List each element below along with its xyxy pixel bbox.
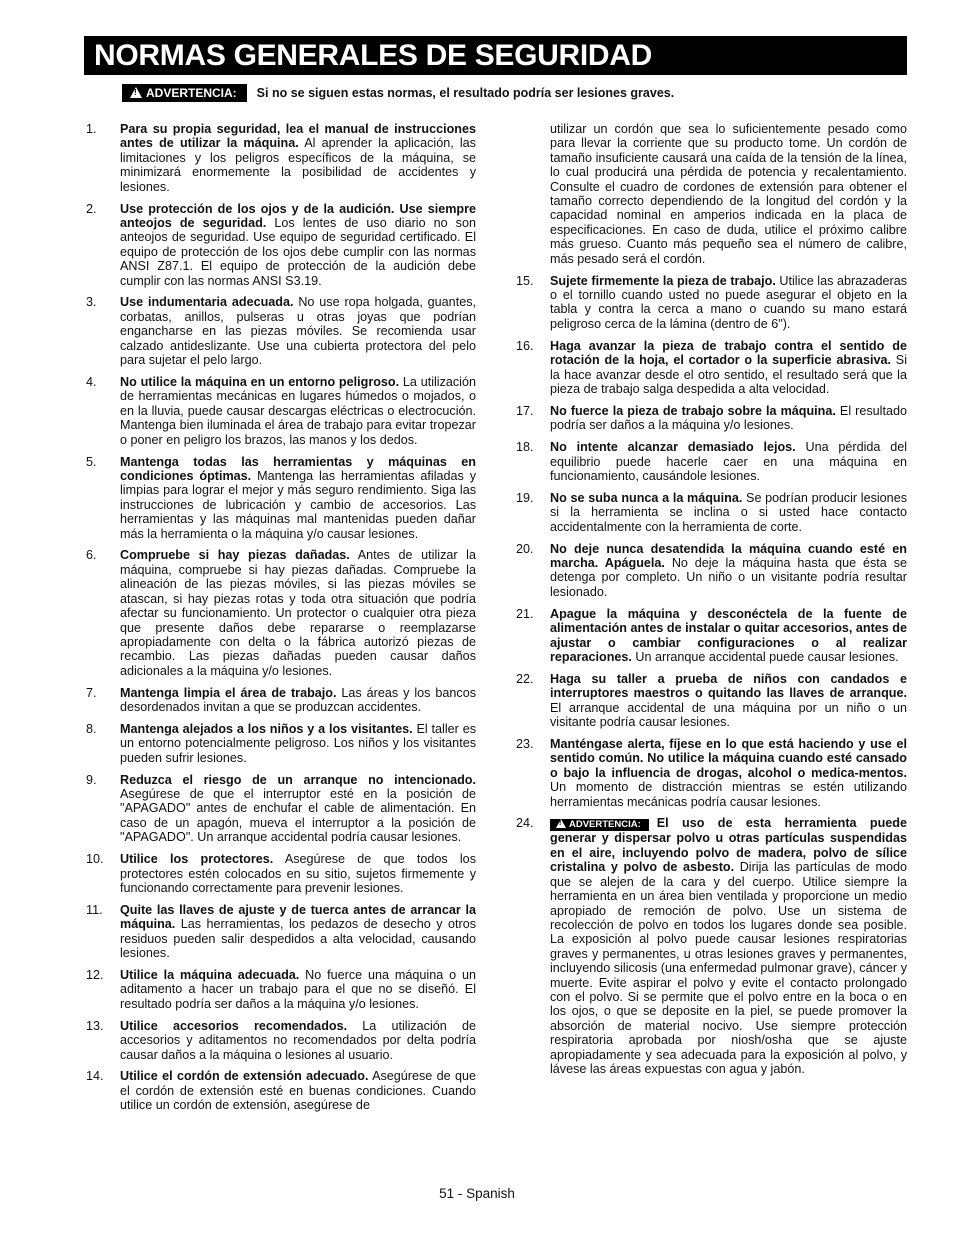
item-text	[550, 491, 907, 534]
list-item	[86, 968, 476, 1011]
item-text	[120, 903, 476, 961]
item-lead: No utilice la máquina en un entorno peligroso.	[120, 375, 400, 389]
item-number: 21.	[516, 606, 534, 621]
item-body: Una pérdida del equilibrio puede hacerle caer en una máquina en funcionamiento, causándole lesiones.	[550, 440, 907, 483]
left-column	[86, 122, 476, 1120]
warning-badge-label: ADVERTENCIA:	[569, 819, 641, 831]
item-body: Asegúrese de que el cordón de extensión esté en buenas condiciones. Cuando utilice un cordón de extensión, asegúrese de	[120, 1069, 476, 1113]
list-item	[516, 816, 907, 1076]
item-number: 17.	[516, 403, 534, 418]
item-text	[120, 455, 476, 541]
item-lead: No fuerce la pieza de trabajo sobre la máquina.	[550, 403, 836, 418]
item-body: Se podrían producir lesiones si la herramienta se inclina o si usted hace contacto accidentalmente con la herramienta de corte.	[550, 490, 907, 534]
item-number: 22.	[516, 671, 534, 686]
warning-badge-label: ADVERTENCIA:	[146, 86, 237, 100]
list-item	[516, 607, 907, 665]
item-text	[120, 122, 476, 194]
item-text	[120, 375, 476, 447]
item-text	[550, 274, 907, 332]
list-item	[86, 548, 476, 678]
item-text	[120, 852, 476, 895]
item-text	[550, 816, 907, 1076]
right-column	[516, 122, 907, 1084]
item-lead: Para su propia seguridad, lea el manual de instrucciones antes de utilizar la máquina.	[120, 122, 476, 151]
item-text	[550, 542, 907, 600]
warning-text: Si no se siguen estas normas, el resultado podría ser lesiones graves.	[256, 86, 675, 100]
item-body: La utilización de accesorios y aditamentos no recomendados por delta podría causar daños a la máquina o lesiones al usuario.	[120, 1018, 476, 1062]
item-text	[550, 339, 907, 397]
item-number: 4.	[86, 375, 97, 389]
item-lead: El uso de esta herramienta puede generar y dispersar polvo u otras partículas suspendidas en el aire, incluyendo polvo de madera, polvo de sílice cristalina y polvo de asbesto.	[550, 816, 907, 875]
item-number: 15.	[516, 273, 534, 288]
item-body: Asegúrese de que el interruptor esté en la posición de "APAGADO" antes de enchufar el cable de alimentación. En caso de un apagón, mueva el interruptor a la posición de "APAGADO". Un arranque accidental podría causar lesiones.	[120, 787, 476, 845]
item-lead: Mantenga todas las herramientas y máquinas en condiciones óptimas.	[120, 454, 476, 483]
item-text	[120, 686, 476, 715]
item-lead: Quite las llaves de ajuste y de tuerca antes de arrancar la máquina.	[120, 902, 476, 932]
item-text	[120, 773, 476, 845]
warning-banner	[122, 84, 902, 104]
item-body: No use ropa holgada, guantes, corbatas, anillos, pulseras u otras joyas que podrían engancharse en las piezas móviles. Se recomienda usar calzado antideslizante. Use una cubierta protectora del pelo para sujetar el pelo largo.	[120, 295, 476, 368]
item-text	[550, 607, 907, 665]
item-lead: No se suba nunca a la máquina.	[550, 490, 743, 505]
item-number: 1.	[86, 122, 97, 136]
item-text	[550, 404, 907, 433]
item-number: 23.	[516, 736, 534, 751]
item-text	[120, 968, 476, 1011]
item-body: No deje la máquina hasta que ésta se detenga por completo. Un niño o un visitante podría resultar lesionado.	[550, 555, 907, 599]
page-title: NORMAS GENERALES DE SEGURIDAD	[84, 36, 907, 75]
list-item	[86, 1019, 476, 1062]
list-item	[86, 375, 476, 447]
item-body: El arranque accidental de una máquina por un niño o un visitante podría causar lesiones.	[550, 700, 907, 730]
item-number: 3.	[86, 295, 97, 310]
item-lead: Compruebe si hay piezas dañadas.	[120, 548, 350, 563]
item-body: El resultado podría ser daños a la máquina y/o lesiones.	[550, 403, 907, 433]
item-lead: Utilice el cordón de extensión adecuado.	[120, 1069, 369, 1084]
list-item	[516, 737, 907, 809]
list-item	[516, 440, 907, 483]
item-number: 18.	[516, 440, 534, 455]
item-body: Las áreas y los bancos desordenados invitan a que se produzcan accidentes.	[120, 685, 477, 715]
page-footer: 51 - Spanish	[439, 1186, 515, 1201]
list-item	[86, 455, 476, 541]
item-lead: Mantenga alejados a los niños y a los visitantes.	[120, 721, 413, 736]
item-number: 11.	[86, 902, 103, 917]
item-body: Mantenga las herramientas afiladas y limpias para lograr el mejor y más seguro rendimiento. Siga las instrucciones de lubricación y cambio de accesorios. Las herramientas y las máquinas mal mantenidas pueden dañar más la herramienta o la máquina y/o causar lesiones.	[120, 468, 476, 541]
item-number: 19.	[516, 490, 534, 505]
item-text	[120, 1019, 476, 1062]
item-body: La utilización de herramientas mecánicas en lugares húmedos o mojados, o en la lluvia, puede causar descargas eléctricas o electrocución. Mantenga bien iluminada el área de trabajo para evitar tropezar o poner en peligro los brazos, las manos y los dedos.	[120, 375, 476, 447]
list-item	[86, 852, 476, 895]
item-lead: No deje nunca desatendida la máquina cuando esté en marcha. Apáguela.	[550, 541, 907, 570]
item-body: Las herramientas, los pedazos de desecho y otros residuos pueden salir despedidos a alta velocidad, causando lesiones.	[120, 917, 476, 961]
list-item	[516, 542, 907, 600]
item-text	[120, 202, 476, 288]
item-number: 12.	[86, 968, 104, 983]
item-text	[120, 1069, 476, 1112]
list-item	[516, 274, 907, 332]
item-lead: Manténgase alerta, fíjese en lo que está haciendo y use el sentido común. No utilice la máquina cuando esté cansado o bajo la influencia de drogas, alcohol o medica-mentos.	[550, 736, 907, 780]
item-lead: Utilice los protectores.	[120, 852, 274, 867]
item-lead: No intente alcanzar demasiado lejos.	[550, 440, 796, 455]
item-number: 5.	[86, 454, 97, 469]
list-item	[86, 1069, 476, 1112]
item-lead: Apague la máquina y desconéctela de la fuente de alimentación antes de instalar o quitar accesorios, antes de ajustar o cambiar configuraciones o al realizar reparaciones.	[550, 606, 907, 664]
list-item	[516, 672, 907, 730]
list-item	[86, 722, 476, 765]
item-body: Un arranque accidental puede causar lesiones.	[631, 649, 899, 664]
item-continuation: utilizar un cordón que sea lo suficientemente pesado como para llevar la corriente que su producto tome. Un cordón de tamaño insuficiente causará una caída de la tensión de la línea, lo cual producirá una pérdida de potencia y recalentamiento. Consulte el cuadro de cordones de extensión para obtener el tamaño correcto dependiendo de la longitud del cordón y la capacidad nominal en amperios indicada en la placa de especificaciones. En caso de duda, utilice el próximo calibre más grueso. Cuanto más pequeño sea el número de calibre, más pesado será el cordón.	[550, 122, 907, 266]
item-lead: Sujete firmemente la pieza de trabajo.	[550, 273, 776, 288]
item-body: Asegúrese de que todos los protectores estén colocados en su sitio, sujetos firmemente y funcionando correctamente para prevenir lesiones.	[120, 852, 476, 895]
item-number: 7.	[86, 685, 97, 700]
item-number: 16.	[516, 338, 534, 353]
item-lead: Haga avanzar la pieza de trabajo contra el sentido de rotación de la hoja, el cortador o la superficie abrasiva.	[550, 338, 907, 368]
item-body: Si la hace avanzar desde el otro sentido, el resultado será que la pieza de trabajo salga despedida a alta velocidad.	[550, 353, 907, 396]
list-item	[516, 404, 907, 433]
item-body: Utilice las abrazaderas o el tornillo cuando usted no puede asegurar el objeto en la tabla y contra la cerca a mano o cuando su mano estará peligroso cerca de la lámina (dentro de 6").	[550, 273, 907, 331]
item-lead: Mantenga limpia el área de trabajo.	[120, 685, 337, 700]
item-number: 24.	[516, 816, 534, 831]
list-item	[86, 773, 476, 845]
item-text	[120, 548, 476, 678]
item-number: 13.	[86, 1018, 104, 1033]
item-number: 9.	[86, 772, 97, 787]
list-item	[86, 202, 476, 288]
item-lead: Use protección de los ojos y de la audición. Use siempre anteojos de seguridad.	[120, 201, 476, 230]
item-body: Dirija las partículas de modo que se alejen de la cara y del cuerpo. Utilice siempre la herramienta en un área bien ventilada y proporcione un medio apropiado de remoción de polvo. Use un sistema de recolección de polvo en todos los lugares donde sea posible. La exposición al polvo puede causar lesiones respiratorias graves y permanentes, u otras lesiones graves y permanentes, incluyendo silicosis (una enfermedad pulmonar grave), cáncer y muerte. Evite aspirar el polvo y evite el contacto prolongado con el polvo. Si se permite que el polvo entre en la boca o en los ojos, o que se deposite en la piel, se puede promover la absorción de material nocivo. Use siempre protección respiratoria aprobada por niosh/osha que se ajuste apropiadamente y sea adecuada para la exposición al polvo, y lávese las áreas expuestas con agua y jabón.	[550, 860, 907, 1076]
item-text	[120, 295, 476, 367]
item-number: 14.	[86, 1069, 104, 1084]
item-number: 8.	[86, 721, 97, 736]
item-body: Al aprender la aplicación, las limitaciones y los peligros específicos de la máquina, se minimizará enormemente la posibilidad de accidentes y lesiones.	[120, 136, 476, 194]
item-lead: Reduzca el riesgo de un arranque no intencionado.	[120, 772, 476, 787]
list-item	[86, 122, 476, 194]
item-lead: Use indumentaria adecuada.	[120, 295, 294, 310]
item-number: 20.	[516, 541, 534, 556]
item-lead: Utilice accesorios recomendados.	[120, 1018, 348, 1033]
list-item	[86, 903, 476, 961]
list-item	[516, 491, 907, 534]
warning-triangle-icon	[556, 819, 566, 828]
item-number: 2.	[86, 201, 97, 216]
warning-triangle-icon	[130, 87, 142, 98]
item-text	[550, 440, 907, 483]
item-body: El taller es un entorno potencialmente peligroso. Los niños y los visitantes pueden sufrir lesiones.	[120, 721, 476, 765]
item-number: 6.	[86, 548, 97, 563]
item-text	[550, 672, 907, 730]
item-lead: Utilice la máquina adecuada.	[120, 968, 300, 983]
item-body: No fuerce una máquina o un aditamento a hacer un trabajo para el que no se diseñó. El resultado podría ser daños a la máquina y/o lesiones.	[120, 968, 476, 1011]
warning-badge	[550, 819, 649, 831]
item-text	[120, 722, 476, 765]
list-item	[86, 686, 476, 715]
item-body: Los lentes de uso diario no son anteojos de seguridad. Use equipo de seguridad certificado. El equipo de protección de los ojos debe cumplir con las normas ANSI Z87.1. El equipo de protección de la audición debe cumplir con las normas ANSI S3.19.	[120, 215, 476, 288]
list-item	[516, 339, 907, 397]
item-text	[550, 737, 907, 809]
warning-badge	[122, 84, 247, 102]
item-body: Un momento de distracción mientras se estén utilizando herramientas mecánicas podría causar lesiones.	[550, 780, 907, 809]
list-item	[86, 295, 476, 367]
item-number: 10.	[86, 852, 104, 867]
item-lead: Haga su taller a prueba de niños con candados e interruptores maestros o quitando las llaves de arranque.	[550, 671, 907, 701]
item-body: Antes de utilizar la máquina, compruebe si hay piezas dañadas. Compruebe la alineación de las piezas móviles, si las piezas móviles se atascan, si hay piezas rotas y toda otra situación que podría afectar su funcionamiento. Un protector o cualquier otra pieza que presente daños debe repararse o reemplazarse apropiadamente con delta o la fábrica autorizó piezas de recambio. Las piezas dañadas pueden causar daños adicionales a la máquina y/o lesiones.	[120, 548, 476, 678]
